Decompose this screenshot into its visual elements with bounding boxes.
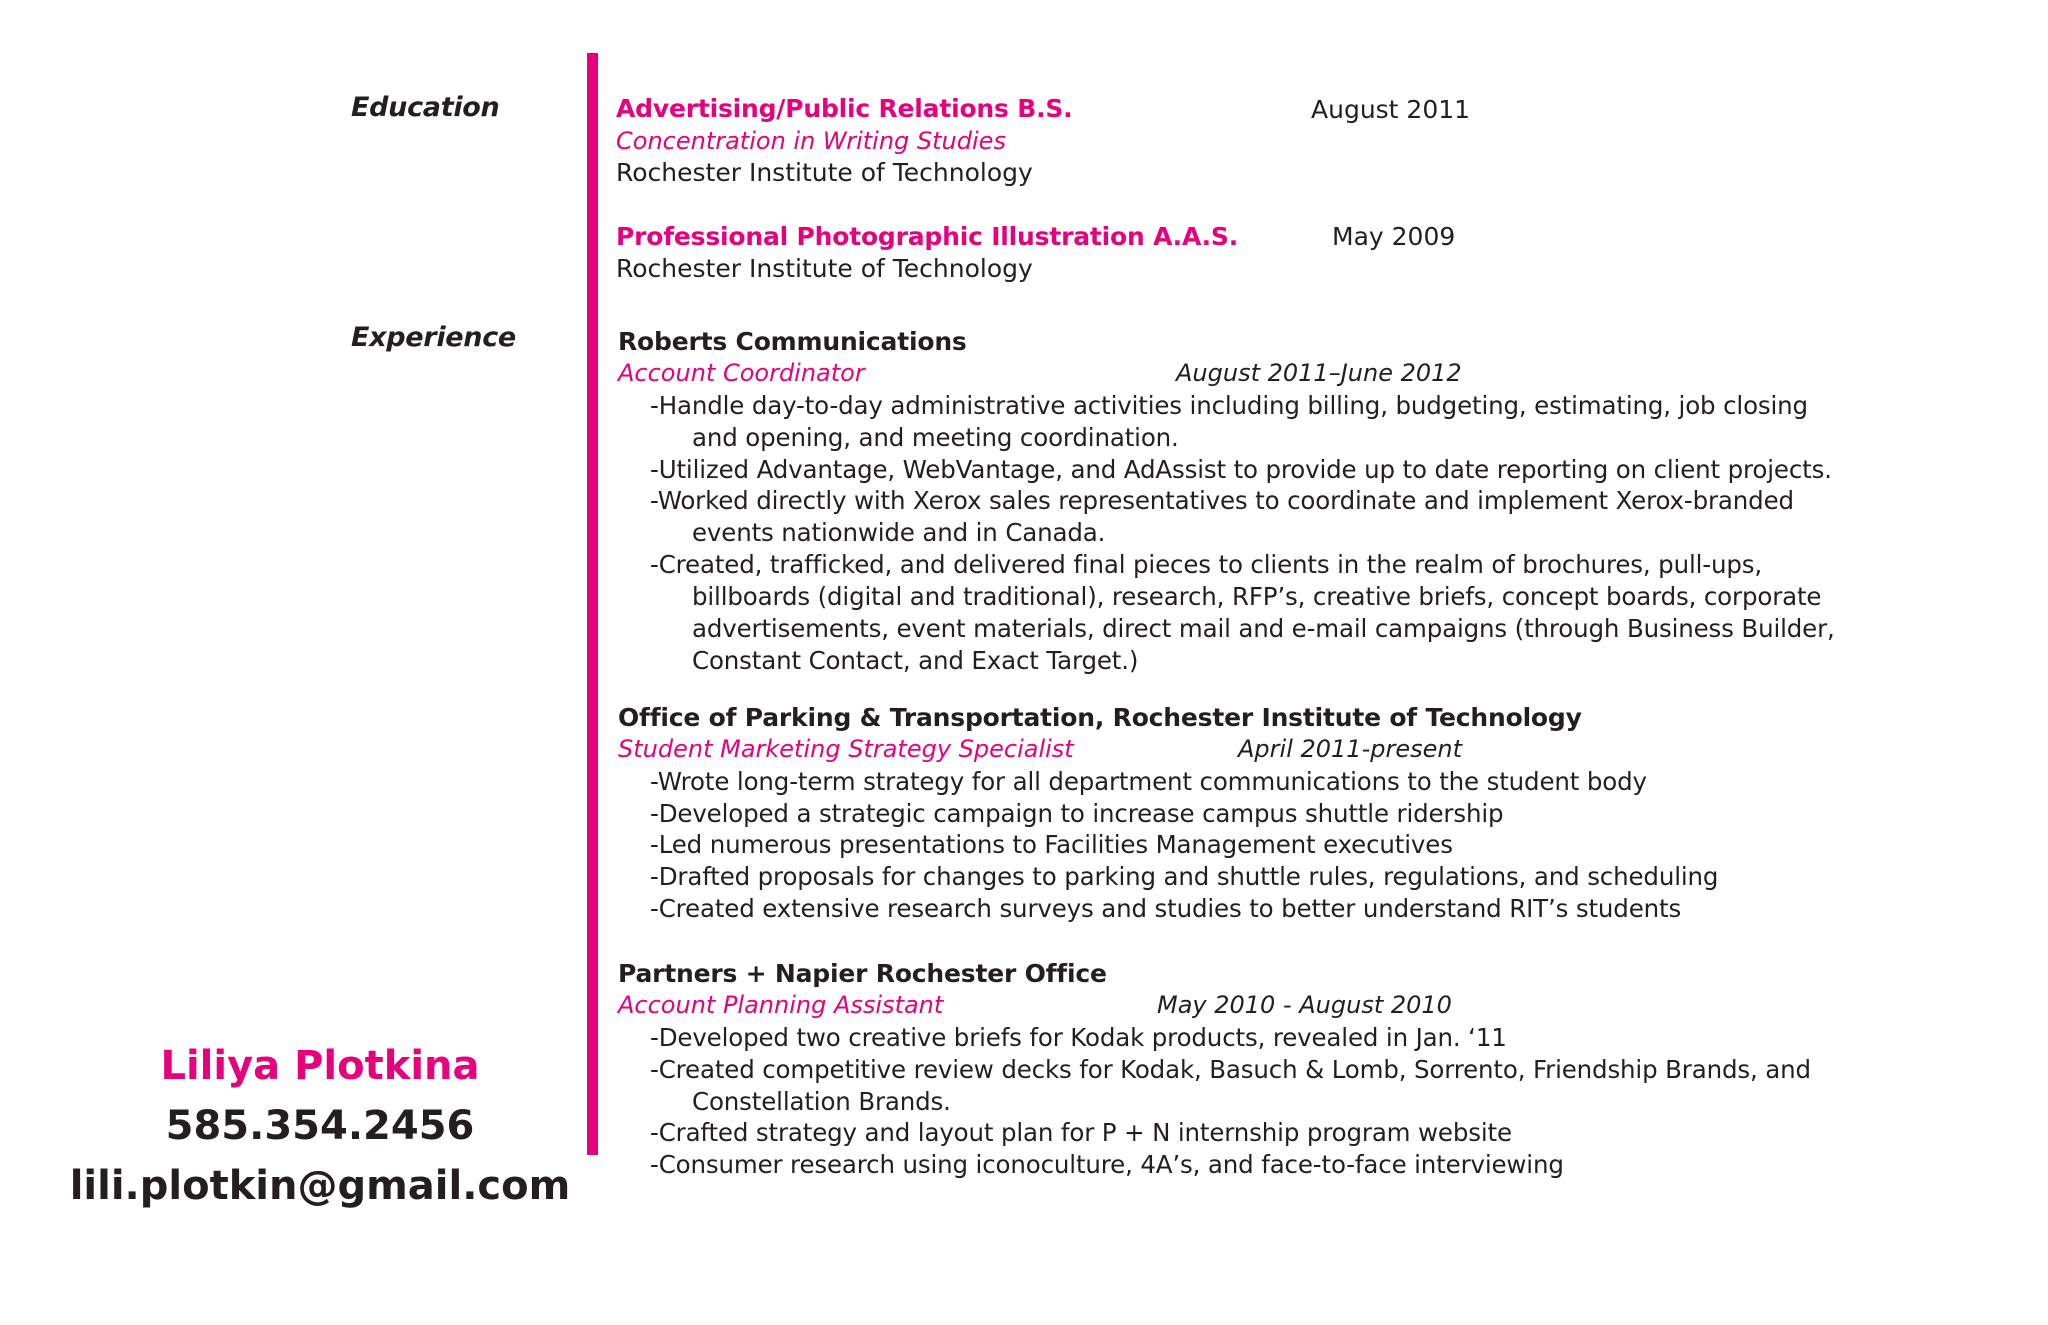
bullet-item: -Handle day-to-day administrative activities including billing, budgeting, estimating, job closing: [650, 391, 1808, 420]
bullet-item: -Developed a strategic campaign to increase campus shuttle ridership: [650, 799, 1504, 828]
bullet-continuation: billboards (digital and traditional), research, RFP’s, creative briefs, concept boards, corporate: [692, 582, 1822, 611]
bullet-item: -Crafted strategy and layout plan for P + N internship program website: [650, 1118, 1512, 1147]
job-role: Account Coordinator: [618, 359, 865, 387]
bullet-item: -Utilized Advantage, WebVantage, and AdAssist to provide up to date reporting on client projects.: [650, 455, 1832, 484]
education-heading: Education: [351, 92, 500, 123]
employer-name: Roberts Communications: [618, 327, 967, 356]
job-dates: May 2010 - August 2010: [1157, 991, 1452, 1019]
bullet-item: -Developed two creative briefs for Kodak products, revealed in Jan. ‘11: [650, 1023, 1507, 1052]
degree-concentration: Concentration in Writing Studies: [616, 127, 1006, 155]
school-name: Rochester Institute of Technology: [616, 254, 1033, 283]
degree-date: August 2011: [1311, 95, 1471, 124]
degree-title: Advertising/Public Relations B.S.: [616, 94, 1073, 123]
bullet-item: -Drafted proposals for changes to parking and shuttle rules, regulations, and scheduling: [650, 862, 1719, 891]
bullet-continuation: advertisements, event materials, direct mail and e-mail campaigns (through Business Builder,: [692, 614, 1835, 643]
bullet-item: -Created competitive review decks for Kodak, Basuch & Lomb, Sorrento, Friendship Brands, and: [650, 1055, 1811, 1084]
job-dates: April 2011-present: [1238, 735, 1462, 763]
bullet-continuation: and opening, and meeting coordination.: [692, 423, 1179, 452]
experience-heading: Experience: [351, 322, 516, 353]
bullet-item: -Wrote long-term strategy for all department communications to the student body: [650, 767, 1647, 796]
bullet-item: -Consumer research using iconoculture, 4A’s, and face-to-face interviewing: [650, 1150, 1564, 1179]
school-name: Rochester Institute of Technology: [616, 158, 1033, 187]
bullet-item: -Led numerous presentations to Facilities Management executives: [650, 830, 1453, 859]
contact-name: Liliya Plotkina: [160, 1043, 480, 1089]
degree-title: Professional Photographic Illustration A.A.S.: [616, 222, 1238, 251]
degree-date: May 2009: [1332, 222, 1456, 251]
bullet-continuation: Constellation Brands.: [692, 1087, 951, 1116]
contact-email[interactable]: lili.plotkin@gmail.com: [69, 1163, 571, 1209]
employer-name: Partners + Napier Rochester Office: [618, 959, 1107, 988]
vertical-divider: [587, 53, 598, 1155]
job-role: Account Planning Assistant: [618, 991, 944, 1019]
employer-name: Office of Parking & Transportation, Rochester Institute of Technology: [618, 703, 1582, 732]
contact-phone: 585.354.2456: [165, 1103, 475, 1149]
bullet-item: -Worked directly with Xerox sales representatives to coordinate and implement Xerox-branded: [650, 486, 1794, 515]
job-dates: August 2011–June 2012: [1176, 359, 1462, 387]
bullet-item: -Created, trafficked, and delivered final pieces to clients in the realm of brochures, pull-ups,: [650, 550, 1762, 579]
job-role: Student Marketing Strategy Specialist: [618, 735, 1074, 763]
bullet-continuation: Constant Contact, and Exact Target.): [692, 646, 1139, 675]
bullet-continuation: events nationwide and in Canada.: [692, 518, 1106, 547]
bullet-item: -Created extensive research surveys and studies to better understand RIT’s students: [650, 894, 1682, 923]
